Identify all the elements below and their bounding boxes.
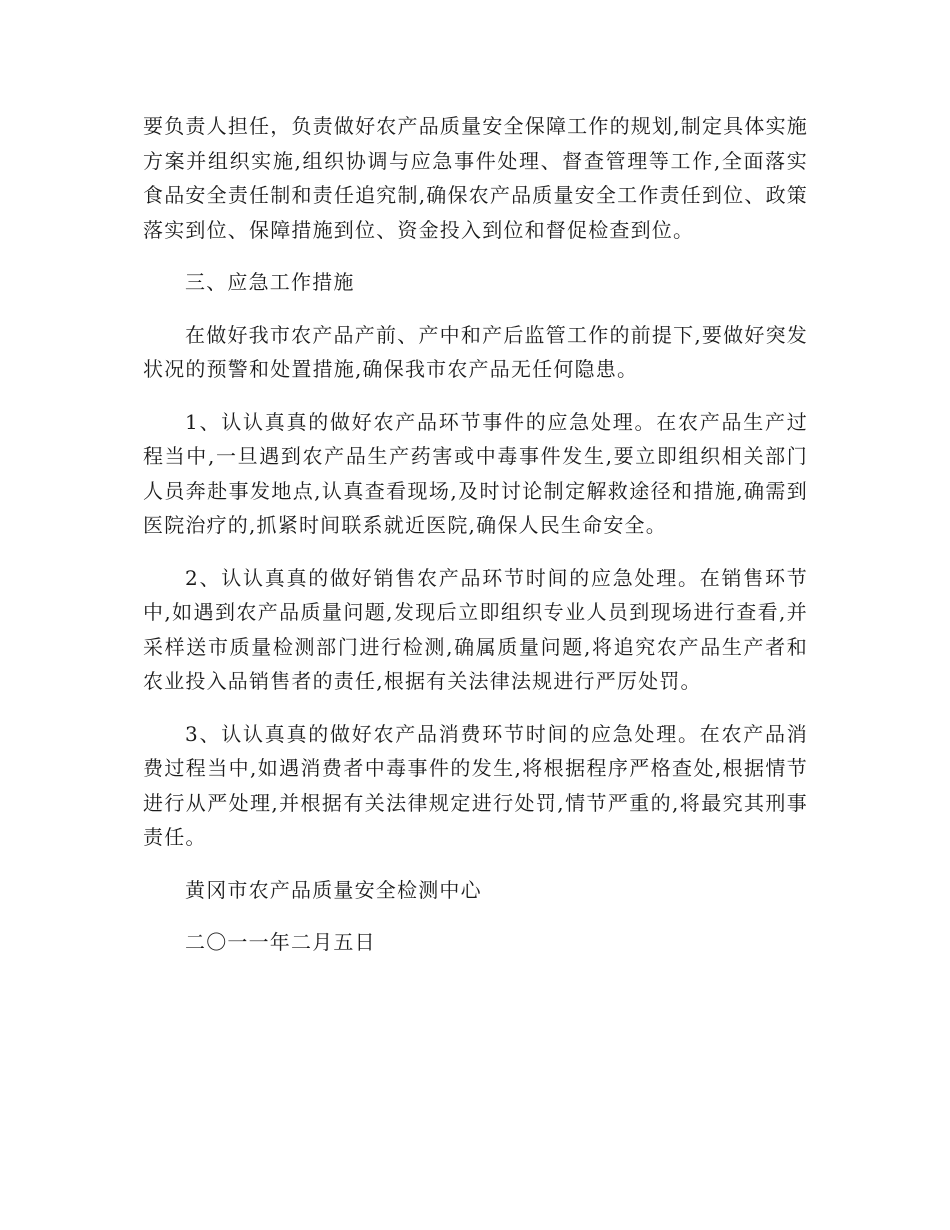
signature-date: 二〇一一年二月五日 xyxy=(185,930,376,954)
intro-paragraph: 在做好我市农产品产前、产中和产后监管工作的前提下,要做好突发状况的预警和处置措施,确保我市农产品无任何隐患。 xyxy=(143,322,808,381)
measure-paragraph-2: 2、认认真真的做好销售农产品环节时间的应急处理。在销售环节中,如遇到农产品质量问题,发现后立即组织专业人员到现场进行查看,并采样送市质量检测部门进行检测,确属质量问题,将追究农产品生产者和农业投入品销售者的责任,根据有关法律法规进行严厉处罚。 xyxy=(143,565,808,693)
measure-paragraph-3: 3、认认真真的做好农产品消费环节时间的应急处理。在农产品消费过程当中,如遇消费者中毒事件的发生,将根据程序严格查处,根据情节进行从严处理,并根据有关法律规定进行处罚,情节严重的,将最究其刑事责任。 xyxy=(143,721,808,849)
signature-organization: 黄冈市农产品质量安全检测中心 xyxy=(185,877,482,902)
document-body xyxy=(143,109,808,978)
measure-paragraph-1: 1、认认真真的做好农产品环节事件的应急处理。在农产品生产过程当中,一旦遇到农产品生产药害或中毒事件发生,要立即组织相关部门人员奔赴事发地点,认真查看现场,及时讨论制定解救途径和措施,确需到医院治疗的,抓紧时间联系就近医院,确保人民生命安全。 xyxy=(143,409,808,537)
section-heading: 三、应急工作措施 xyxy=(185,270,355,294)
paragraph-continuation: 要负责人担任，负责做好农产品质量安全保障工作的规划,制定具体实施方案并组织实施,组织协调与应急事件处理、督查管理等工作,全面落实食品安全责任制和责任追究制,确保农产品质量安全工作责任到位、政策落实到位、保障措施到位、资金投入到位和督促检查到位。 xyxy=(143,114,808,242)
